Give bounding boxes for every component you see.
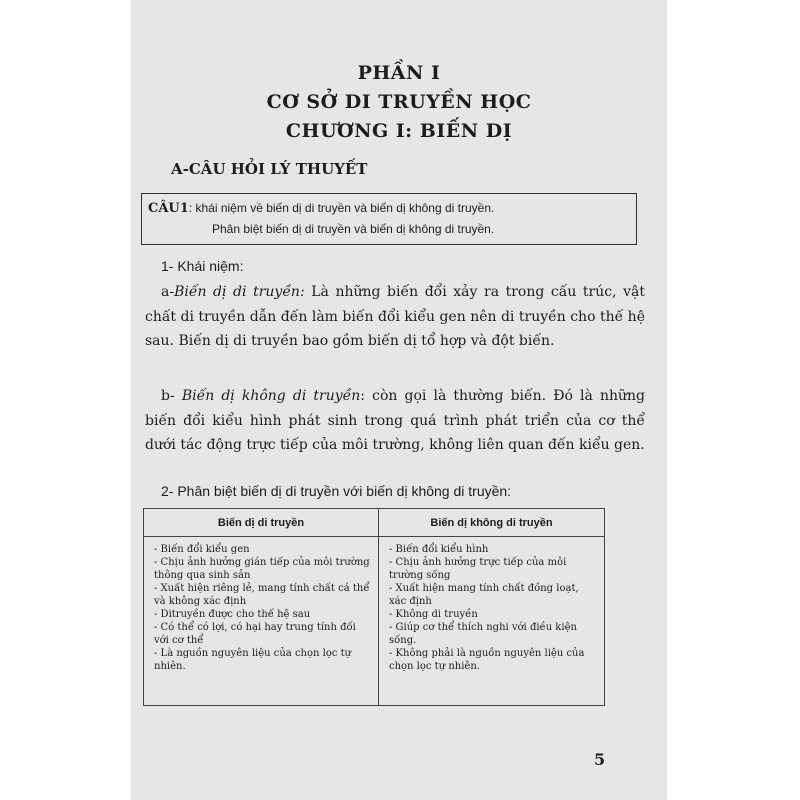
question-line-2: Phân biệt biến dị di truyền và biến dị không di truyền. [212,222,495,236]
col2-item: - Giúp cơ thể thích nghi với điều kiện sống. [389,622,577,646]
section-title: A-CÂU HỎI LÝ THUYẾT [171,160,368,178]
col1-header: Biến dị di truyền [144,509,379,537]
col2-item: - Không di truyền [389,609,478,620]
concept-b-paragraph [145,384,645,458]
question-label: CÂU1 [148,201,189,216]
chapter-heading: CHƯƠNG I: BIẾN DỊ [285,120,513,142]
concept-b-prefix: b- [161,388,182,404]
book-page [131,0,667,800]
col2-item: - Chịu ảnh hưởng trực tiếp của môi trường sống [389,557,567,581]
concept-a-text: Là những biến đổi xảy ra trong cấu trúc, vật chất di truyền dẫn đến làm biến đổi kiểu gen nên di truyền cho thế hệ sau. Biến dị di truyền bao gồm biến dị tổ hợp và đột biến. [145,284,646,349]
col1-item: - Xuất hiện riêng lẻ, mang tính chất cá thể và không xác định [154,583,370,607]
table-header-row [144,509,605,537]
concepts-heading: 1- Khái niệm: [161,258,244,274]
col1-item: - Chịu ảnh hưởng gián tiếp của môi trường thông qua sinh sản [154,557,370,581]
concept-a-prefix: a- [161,284,175,300]
col2-header: Biến dị không di truyền [379,509,605,537]
table-row [144,537,605,706]
part-heading: PHẦN I [357,62,441,84]
concept-b-text: : còn gọi là thường biến. Đó là những biến đổi kiểu hình phát sinh trong quá trình phát triển của cơ thể dưới tác động trực tiếp của môi trường, không liên quan đến kiểu gen. [145,388,646,453]
col2-item: - Biến đổi kiểu hình [389,544,489,555]
col1-item: - Là nguồn nguyên liệu của chọn lọc tự nhiên. [154,648,352,672]
question-box [141,193,637,245]
col2-item: - Xuất hiện mang tính chất đồng loạt, xác định [389,583,579,607]
concept-a-term: Biến dị di truyền: [174,284,305,300]
question-line-1 [148,201,494,216]
concept-b-term: Biến dị không di truyền [181,388,361,404]
subject-heading: CƠ SỞ DI TRUYỀN HỌC [266,91,532,113]
comparison-heading: 2- Phân biệt biến dị di truyền với biến dị không di truyền: [161,483,512,499]
question-text-1: : khái niệm về biến dị di truyền và biến dị không di truyền. [188,201,495,215]
col1-item: - Ditruyền được cho thế hệ sau [154,609,311,620]
col1-cell [144,537,379,706]
col2-cell [379,537,605,706]
col1-item: - Biến đổi kiểu gen [154,544,250,555]
page-number: 5 [594,750,606,769]
comparison-table [143,508,605,706]
col2-item: - Không phải là nguồn nguyên liệu của chọn lọc tự nhiên. [389,648,585,672]
concept-a-paragraph [145,280,645,354]
col1-item: - Có thể có lợi, có hại hay trung tính đối với cơ thể [154,622,356,646]
